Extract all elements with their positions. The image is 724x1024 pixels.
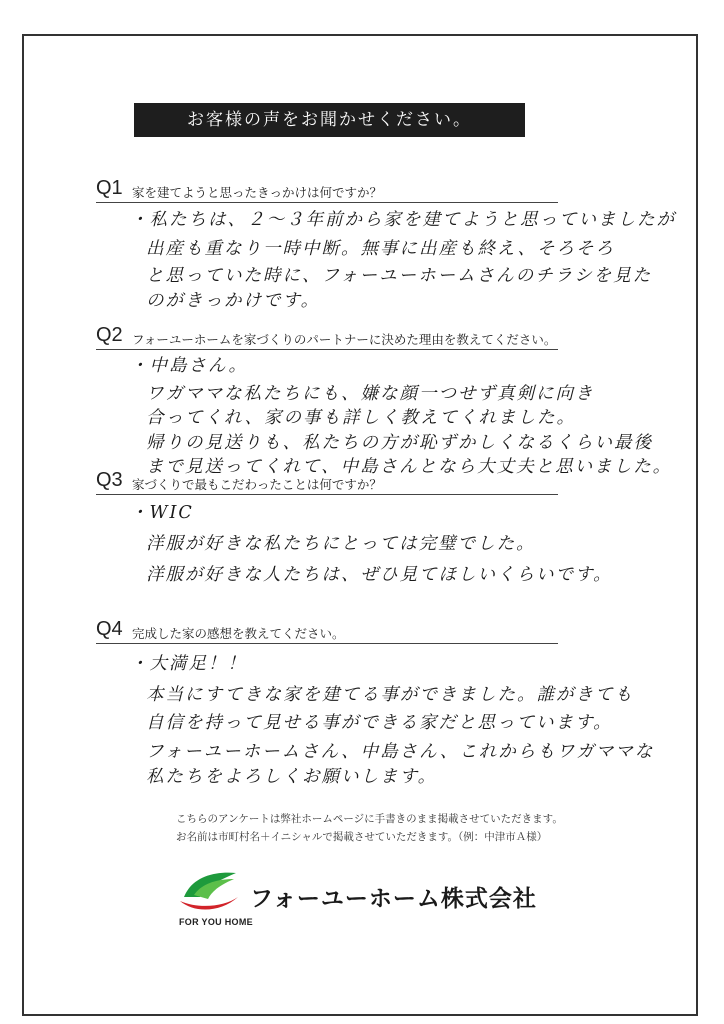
q4-answer-line-1: ・大満足！！	[130, 654, 247, 674]
q3-underline	[96, 494, 558, 495]
q2-answer-line-3: 合ってくれ、家の事も詳しく教えてくれました。	[146, 408, 577, 428]
q2-answer-line-5: まで見送ってくれて、中島さんとなら大丈夫と思いました。	[146, 457, 673, 477]
company-name: フォーユーホーム株式会社	[250, 886, 537, 912]
q3-answer-line-2: 洋服が好きな私たちにとっては完璧でした。	[146, 534, 536, 554]
q4-label: Q4	[96, 618, 123, 640]
q2-answer-line-1: ・中島さん。	[130, 356, 249, 376]
q4-answer-line-5: 私たちをよろしくお願いします。	[146, 767, 438, 787]
q2-question: フォーユーホームを家づくりのパートナーに決めた理由を教えてください。	[132, 332, 557, 347]
q3-answer-line-3: 洋服が好きな人たちは、ぜひ見てほしいくらいです。	[146, 565, 613, 585]
footer-note-2: お名前は市町村名＋イニシャルで掲載させていただきます。（例：中津市Ａ様）	[176, 831, 548, 843]
q1-answer-line-3: と思っていた時に、フォーユーホームさんのチラシを見た	[146, 266, 653, 286]
q3-label: Q3	[96, 469, 123, 491]
company-english-name: FOR YOU HOME	[179, 917, 253, 927]
q4-question: 完成した家の感想を教えてください。	[132, 626, 345, 641]
q1-question: 家を建てようと思ったきっかけは何ですか？	[132, 185, 383, 200]
q2-underline	[96, 349, 558, 350]
q2-answer-line-4: 帰りの見送りも、私たちの方が恥ずかしくなるくらい最後	[146, 433, 653, 453]
survey-sheet-border	[22, 34, 698, 1016]
q2-answer-line-2: ワガママな私たちにも、嫌な顔一つせず真剣に向き	[146, 384, 595, 404]
survey-title: お客様の声をお聞かせください。	[134, 103, 525, 137]
q3-answer-line-1: ・WIC	[130, 503, 194, 523]
q4-answer-line-4: フォーユーホームさん、中島さん、これからもワガママな	[146, 742, 655, 762]
q4-answer-line-3: 自信を持って見せる事ができる家だと思っています。	[146, 713, 613, 733]
company-logo-icon	[178, 867, 240, 915]
q1-answer-line-2: 出産も重なり一時中断。無事に出産も終え、そろそろ	[146, 239, 616, 259]
q3-question: 家づくりで最もこだわったことは何ですか？	[132, 477, 382, 492]
q4-underline	[96, 643, 558, 644]
footer-note-1: こちらのアンケートは弊社ホームページに手書きのまま掲載させていただきます。	[176, 813, 563, 825]
q1-answer-line-1: ・私たちは、２〜３年前から家を建てようと思っていましたが	[130, 210, 676, 230]
q1-answer-line-4: のがきっかけです。	[146, 291, 321, 311]
q1-underline	[96, 202, 558, 203]
q1-label: Q1	[96, 177, 123, 199]
q2-label: Q2	[96, 324, 123, 346]
q4-answer-line-2: 本当にすてきな家を建てる事ができました。誰がきても	[146, 685, 635, 705]
